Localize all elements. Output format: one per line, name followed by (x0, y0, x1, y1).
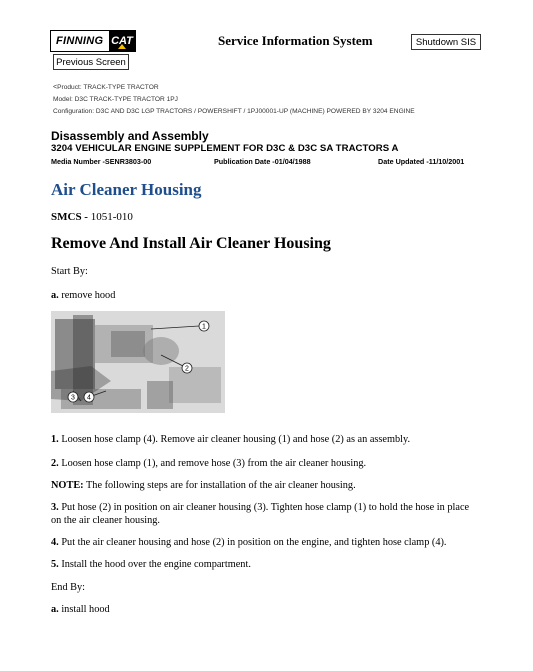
callout-2-label: 2 (185, 365, 189, 373)
publication-date: Publication Date -01/04/1988 (214, 157, 311, 166)
step-4-number: 4. (51, 537, 59, 548)
start-by-label: Start By: (51, 266, 88, 277)
section-subtitle: 3204 VEHICULAR ENGINE SUPPLEMENT FOR D3C & D3C SA TRACTORS A (51, 143, 399, 154)
step-1-number: 1. (51, 434, 59, 445)
end-step-label: a. (51, 604, 59, 615)
article-heading: Air Cleaner Housing (51, 180, 202, 199)
step-1 (51, 434, 481, 445)
media-number: Media Number -SENR3803-00 (51, 157, 152, 166)
callout-1-label: 1 (202, 323, 206, 331)
smcs-code (51, 211, 133, 223)
note-label: NOTE: (51, 480, 84, 491)
logo-text: FINNING (56, 35, 104, 47)
step-2-number: 2. (51, 458, 59, 469)
product-value: TRACK-TYPE TRACTOR (83, 84, 159, 91)
step-5-number: 5. (51, 559, 59, 570)
step-3-text: Put hose (2) in position on air cleaner housing (3). Tighten hose clamp (1) to hold the hose in place on the air cleaner housing. (51, 502, 470, 526)
callout-4-label: 4 (87, 394, 91, 402)
step-2 (51, 458, 481, 469)
config-label: Configuration: (53, 108, 95, 115)
air-cleaner-photo (51, 311, 225, 413)
shutdown-button[interactable]: Shutdown SIS (411, 34, 481, 50)
procedure-title: Remove And Install Air Cleaner Housing (51, 235, 331, 252)
product-line (53, 84, 159, 91)
end-step-text: install hood (61, 604, 110, 615)
system-title: Service Information System (218, 33, 373, 48)
callout-3 (68, 392, 78, 402)
step-4-text: Put the air cleaner housing and hose (2) in position on the engine, and tighten hose clamp (4). (61, 537, 447, 548)
step-1-text: Loosen hose clamp (4). Remove air cleaner housing (1) and hose (2) as an assembly. (61, 434, 411, 445)
start-step (51, 290, 115, 301)
config-value: D3C AND D3C LGP TRACTORS / POWERSHIFT / 1PJ00001-UP (MACHINE) POWERED BY 3204 ENGINE (95, 108, 415, 115)
note-text: The following steps are for installation of the air cleaner housing. (86, 480, 356, 491)
previous-screen-button[interactable]: Previous Screen (53, 54, 129, 70)
callout-3-label: 3 (71, 394, 75, 402)
step-5-text: Install the hood over the engine compartment. (61, 559, 251, 570)
cat-badge: CAT (109, 31, 135, 51)
note (51, 480, 481, 491)
model-line (53, 96, 178, 103)
end-by-label: End By: (51, 582, 86, 593)
date-updated: Date Updated -11/10/2001 (378, 157, 465, 166)
product-label: Product: (57, 84, 82, 91)
end-step (51, 604, 110, 615)
smcs-value: 1051-010 (90, 211, 133, 223)
model-label: Model: (53, 96, 73, 103)
finning-cat-logo (50, 30, 136, 52)
step-4 (51, 537, 481, 548)
step-3 (51, 502, 481, 527)
callout-1 (199, 321, 209, 331)
step-2-text: Loosen hose clamp (1), and remove hose (3) from the air cleaner housing. (61, 458, 367, 469)
step-3-number: 3. (51, 502, 59, 513)
back-arrow-icon[interactable]: < (53, 84, 58, 91)
section-title: Disassembly and Assembly (51, 129, 209, 143)
start-step-label: a. (51, 290, 59, 301)
start-step-text: remove hood (61, 290, 116, 301)
model-value: D3C TRACK-TYPE TRACTOR 1PJ (74, 96, 178, 103)
callout-2 (182, 363, 192, 373)
step-5 (51, 559, 481, 570)
callout-4 (84, 392, 94, 402)
configuration-line (53, 108, 415, 115)
smcs-label: SMCS - (51, 211, 88, 223)
